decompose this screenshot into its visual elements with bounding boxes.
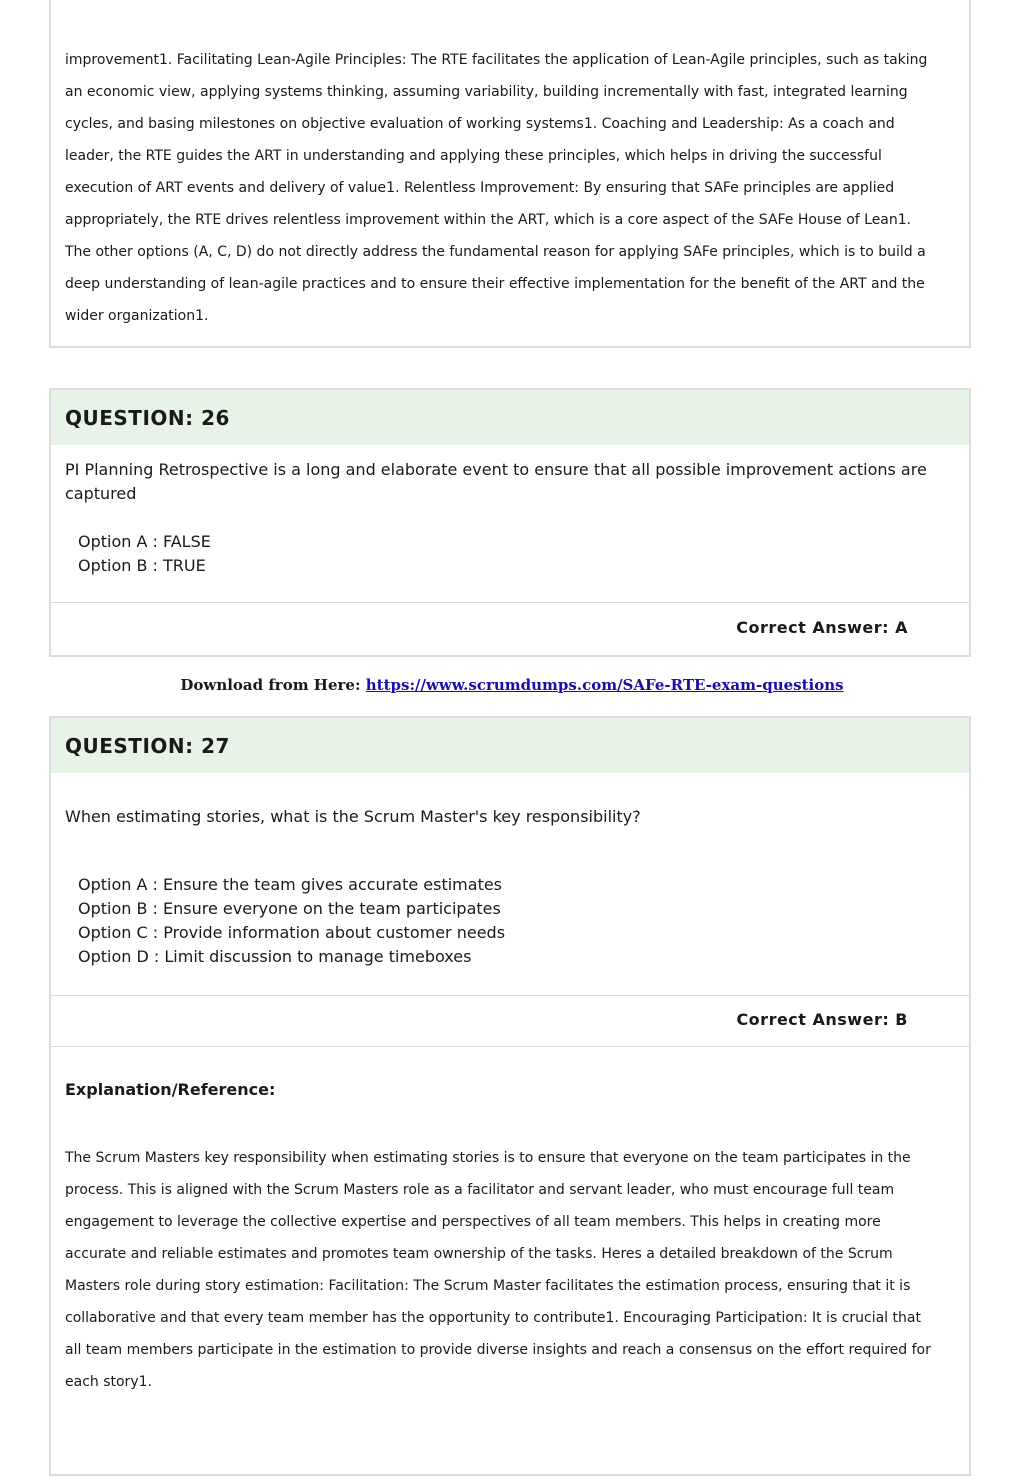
question-27-correct-answer: Correct Answer: B (736, 1010, 908, 1029)
question-27-option-c: Option C : Provide information about customer needs (78, 923, 506, 942)
question-26-options (51, 530, 969, 578)
question-27-option-a: Option A : Ensure the team gives accurate estimates (78, 875, 503, 894)
question-26-text: PI Planning Retrospective is a long and elaborate event to ensure that all possible improvement actions are captured (65, 460, 927, 503)
question-27-options (51, 873, 969, 969)
question-26-option-b: Option B : TRUE (78, 556, 206, 575)
explanation-text: The Scrum Masters key responsibility when estimating stories is to ensure that everyone on the team participates in the process. This is aligned with the Scrum Masters role as a facilitator and servant leader, who must encourage full team engagement to leverage the collective expertise and perspectives of all team members. This helps in creating more accurate and reliable estimates and promotes team ownership of the tasks. Heres a detailed breakdown of the Scrum Masters role during story estimation: Facilitation: The Scrum Master facilitates the estimation process, ensuring that it is collaborative and that every team member has the opportunity to contribute1. Encouraging Participation: It is crucial that all team members participate in the estimation to provide diverse insights and reach a consensus on the effort required for each story1. (65, 1150, 931, 1390)
previous-explanation-text: improvement1. Facilitating Lean-Agile Principles: The RTE facilitates the application of Lean-Agile principles, such as taking an economic view, applying systems thinking, assuming variability, building incrementally with fast, integrated learning cycles, and basing milestones on objective evaluation of working systems1. Coaching and Leadership: As a coach and leader, the RTE guides the ART in understanding and applying these principles, which helps in driving the successful execution of ART events and delivery of value1. Relentless Improvement: By ensuring that SAFe principles are applied appropriately, the RTE drives relentless improvement within the ART, which is a core aspect of the SAFe House of Lean1. The other options (A, C, D) do not directly address the fundamental reason for applying SAFe principles, which is to build a deep understanding of lean-agile practices and to ensure their effective implementation for the benefit of the ART and the wider organization1. (65, 52, 928, 324)
download-line (0, 676, 1024, 694)
question-27-box (49, 716, 971, 1476)
question-27-option-b: Option B : Ensure everyone on the team participates (78, 899, 501, 918)
download-label: Download from Here: (180, 676, 361, 694)
question-27-option-d: Option D : Limit discussion to manage timeboxes (78, 947, 472, 966)
download-link[interactable]: https://www.scrumdumps.com/SAFe-RTE-exam-questions (365, 676, 844, 694)
question-27-divider-2 (51, 1046, 969, 1047)
question-27-text: When estimating stories, what is the Scrum Master's key responsibility? (65, 807, 641, 826)
explanation-title: Explanation/Reference: (65, 1080, 276, 1099)
question-26-correct-answer: Correct Answer: A (736, 618, 908, 637)
question-26-divider (51, 602, 969, 603)
question-26-title: QUESTION: 26 (51, 390, 969, 445)
previous-explanation-box (49, 0, 971, 348)
question-26-box (49, 388, 971, 657)
question-27-divider-1 (51, 995, 969, 996)
question-26-option-a: Option A : FALSE (78, 532, 211, 551)
question-27-title: QUESTION: 27 (51, 718, 969, 773)
